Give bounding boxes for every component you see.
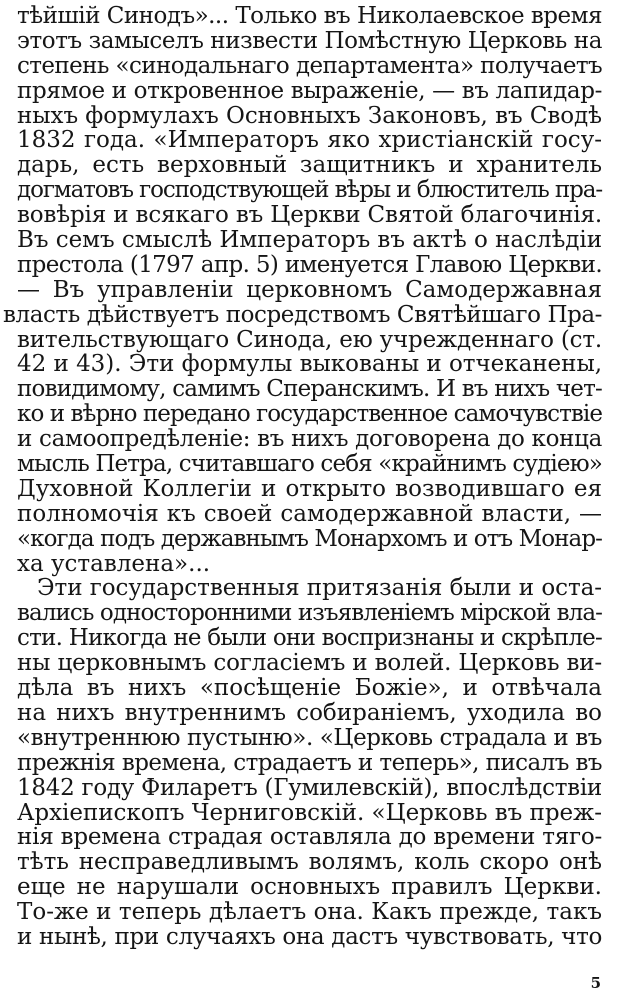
- text-line: дѣла въ нихъ «посѣщеніе Божіе», и отвѣчала: [17, 675, 602, 702]
- text-line: и нынѣ, при случаяхъ она дастъ чувствовать, что: [17, 923, 602, 950]
- text-line: вовѣрія и всякаго въ Церкви Святой благочинія.: [17, 202, 602, 229]
- text-line: 1832 года. «Императоръ яко христіанскій госу-: [17, 127, 602, 154]
- text-line: власть дѣйствуетъ посредствомъ Святѣйшаго Пра-: [3, 301, 602, 328]
- text-line: дарь, есть верховный защитникъ и хранитель: [17, 152, 602, 179]
- body-text: [3, 3, 603, 950]
- text-line: Въ семъ смыслѣ Императоръ въ актѣ о наслѣдіи: [17, 227, 602, 254]
- text-line: тѣйшій Синодъ»... Только въ Николаевское время: [17, 3, 602, 29]
- text-line: догматовъ господствующей вѣры и блюститель пра-: [17, 177, 602, 204]
- text-line: вительствующаго Синода, ею учрежденнаго (ст.: [17, 326, 602, 353]
- text-line: Духовной Коллегіи и открыто возводившаго ея: [17, 475, 602, 502]
- text-line: — Въ управленіи церковномъ Самодержавная: [17, 276, 602, 303]
- text-line: ны церковнымъ согласіемъ и волей. Церковь ви-: [17, 650, 602, 677]
- text-line: нія времена страдая оставляла до времени тяго-: [17, 824, 602, 851]
- text-line: повидимому, самимъ Сперанскимъ. И въ нихъ чет-: [17, 376, 602, 403]
- text-line: 42 и 43). Эти формулы выкованы и отчеканены,: [17, 351, 602, 378]
- text-line: на нихъ внутреннимъ собираніемъ, уходила во: [17, 699, 602, 726]
- text-line: мысль Петра, считавшаго себя «крайнимъ судіею»: [17, 451, 602, 478]
- text-line: вались односторонними изъявленіемъ мірской вла-: [17, 600, 602, 627]
- text-line: полномочія къ своей самодержавной власти, —: [17, 500, 602, 527]
- text-line: 1842 году Филаретъ (Гумилевскій), впослѣдствіи: [17, 774, 602, 801]
- text-line: и самоопредѣленіе: въ нихъ договорена до конца: [17, 426, 602, 453]
- text-line: этотъ замыселъ низвести Помѣстную Церковь на: [17, 27, 602, 54]
- text-line: ныхъ формулахъ Основныхъ Законовъ, въ Сводѣ: [17, 102, 602, 129]
- text-line: степень «синодальнаго департамента» получаетъ: [17, 52, 602, 79]
- text-line: ха уставлена»...: [17, 550, 211, 577]
- text-line: Эти государственныя притязанія были и оста-: [37, 575, 602, 602]
- text-line: еще не нарушали основныхъ правилъ Церкви.: [17, 874, 602, 901]
- text-line: Архіепископъ Черниговскій. «Церковь въ преж-: [17, 799, 602, 826]
- text-line: То-же и теперь дѣлаетъ она. Какъ прежде, такъ: [17, 899, 602, 926]
- text-line: «когда подъ державнымъ Монархомъ и отъ Монар-: [17, 525, 602, 552]
- text-line: «внутреннюю пустыню». «Церковь страдала и въ: [17, 724, 602, 751]
- text-line: прямое и откровенное выраженіе, — въ лапидар-: [17, 77, 602, 104]
- text-line: прежнія времена, страдаетъ и теперь», писалъ въ: [17, 749, 603, 776]
- text-line: ко и вѣрно передано государственное самочувствіе: [17, 401, 602, 428]
- text-line: престола (1797 апр. 5) именуется Главою Церкви.: [17, 251, 602, 278]
- text-line: тѣть несправедливымъ волямъ, коль скоро онѣ: [17, 849, 602, 876]
- text-line: сти. Никогда не были они воспризнаны и скрѣпле-: [17, 625, 603, 652]
- page-number: 5: [590, 974, 601, 992]
